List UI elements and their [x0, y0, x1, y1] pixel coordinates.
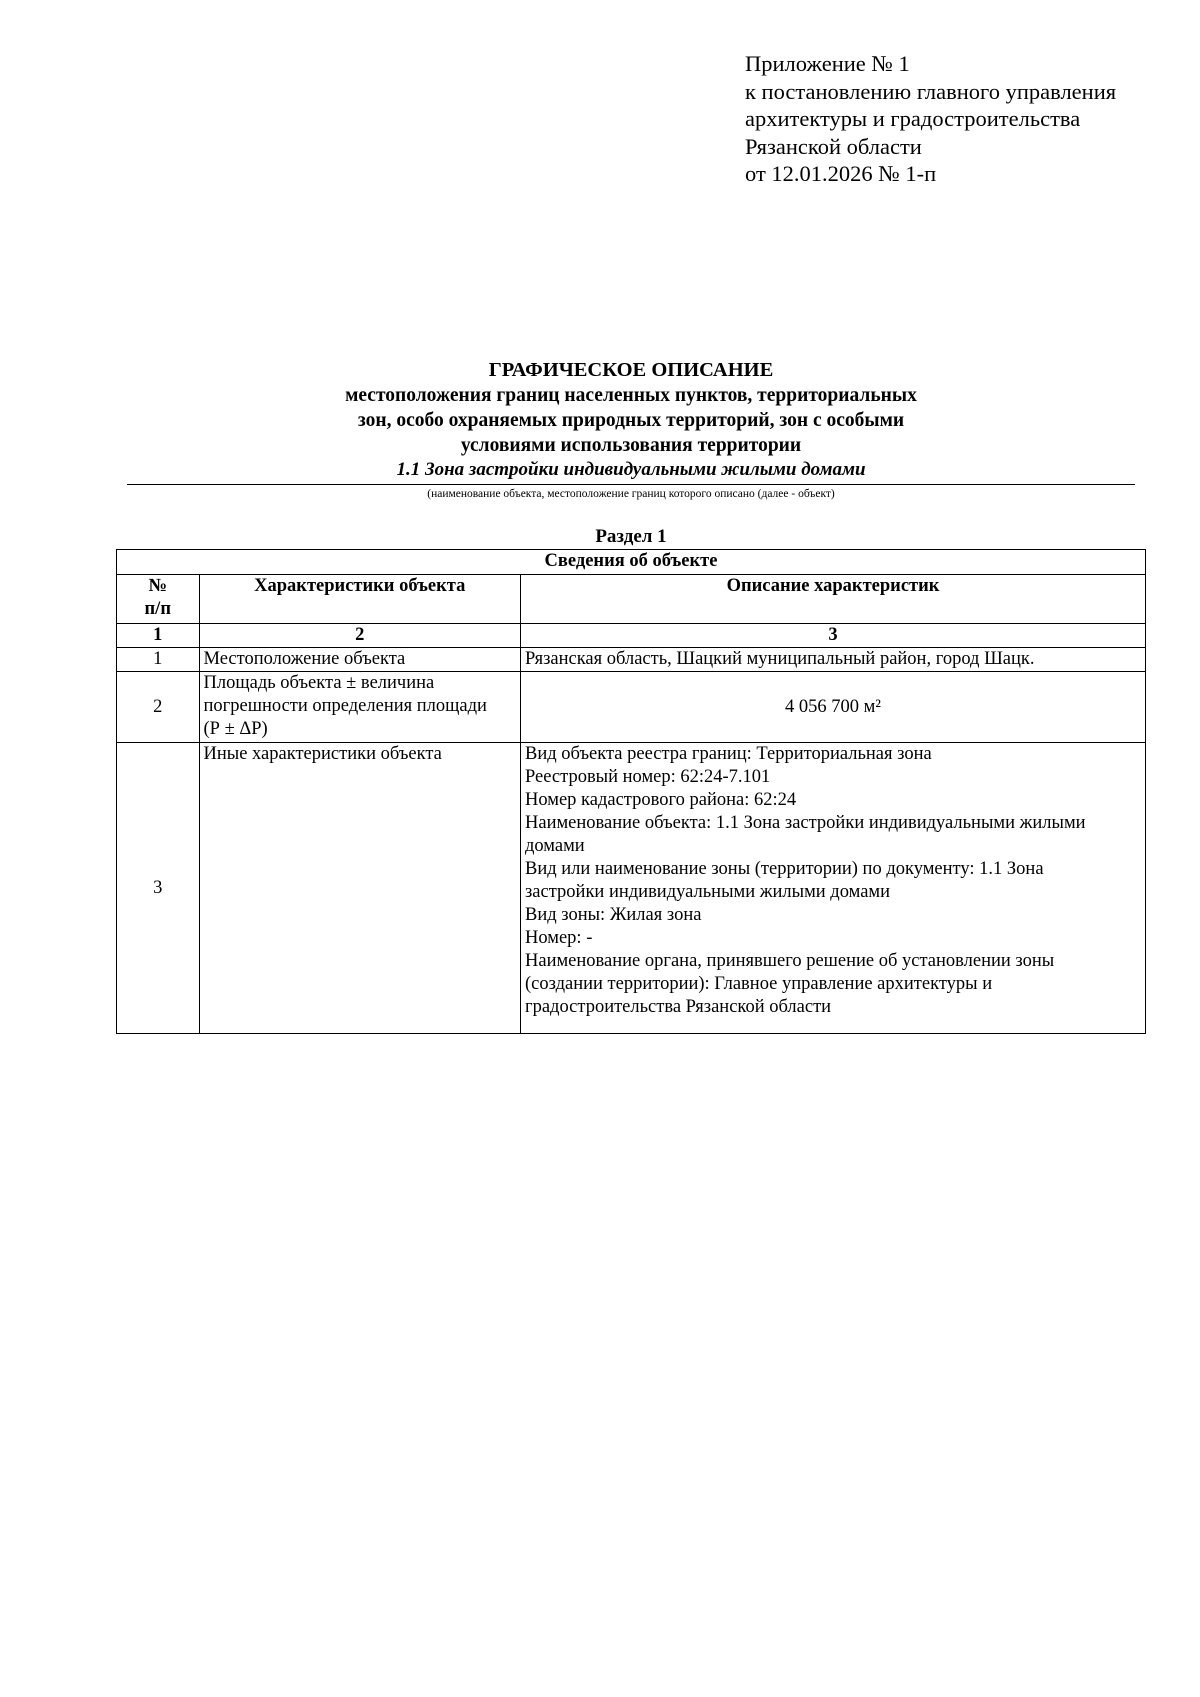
row-characteristic-line: Площадь объекта ± величина — [203, 673, 435, 693]
row-number: 1 — [117, 648, 200, 672]
appendix-line: от 12.01.2026 № 1-п — [745, 161, 937, 186]
row-description-line: застройки индивидуальными жилыми домами — [525, 882, 891, 902]
column-numbers-row — [117, 624, 1146, 648]
object-name: 1.1 Зона застройки индивидуальными жилыми домами — [396, 459, 866, 480]
row-description-line: Реестровый номер: 62:24-7.101 — [525, 767, 771, 787]
row-description-line: Вид зоны: Жилая зона — [525, 905, 702, 925]
object-name-note: (наименование объекта, местоположение границ которого описано (далее - объект) — [427, 488, 835, 500]
row-number: 3 — [117, 743, 200, 1034]
row-description-line: Номер кадастрового района: 62:24 — [525, 790, 797, 810]
row-characteristic-line: (Р ± ΔР) — [203, 719, 268, 739]
appendix-line: к постановлению главного управления — [745, 78, 1117, 104]
appendix-line: архитектуры и градостроительства — [745, 106, 1081, 131]
row-description — [521, 743, 1146, 1034]
appendix-header — [745, 50, 1175, 188]
row-description-line: Вид объекта реестра границ: Территориальная зона — [525, 744, 932, 764]
document-subtitle-line: местоположения границ населенных пунктов, территориальных — [345, 385, 917, 406]
table-header-row — [117, 575, 1146, 624]
document-subtitle-line: зон, особо охраняемых природных территорий, зон с особыми — [357, 410, 905, 431]
table-row — [117, 648, 1146, 672]
row-description-line: Наименование объекта: 1.1 Зона застройки индивидуальными жилыми — [525, 813, 1086, 833]
row-description-line: 4 056 700 м² — [785, 696, 881, 717]
row-description — [521, 648, 1146, 672]
row-characteristic-line: погрешности определения площади — [203, 696, 487, 716]
appendix-line: Приложение № 1 — [745, 51, 910, 76]
header-number-line: п/п — [144, 599, 171, 619]
section-title: Раздел 1 — [595, 526, 667, 547]
header-number-line: № — [148, 576, 168, 596]
row-characteristic — [199, 648, 520, 672]
row-characteristic — [199, 743, 520, 1034]
table-row — [117, 743, 1146, 1034]
document-title: ГРАФИЧЕСКОЕ ОПИСАНИЕ — [488, 359, 774, 381]
document-title-block — [127, 358, 1135, 502]
row-characteristic-line: Иные характеристики объекта — [203, 744, 442, 764]
object-info-table — [116, 549, 1146, 1034]
title-underline — [127, 484, 1135, 485]
row-description-line: Вид или наименование зоны (территории) по документу: 1.1 Зона — [525, 859, 1044, 879]
document-subtitle-line: условиями использования территории — [460, 435, 802, 456]
column-number: 1 — [117, 624, 200, 648]
row-description-line: Рязанская область, Шацкий муниципальный район, город Шацк. — [525, 649, 1035, 669]
appendix-line: Рязанской области — [745, 133, 922, 159]
row-description — [521, 672, 1146, 743]
table-row — [117, 672, 1146, 743]
row-description-line: домами — [525, 836, 585, 856]
row-description-line: градостроительства Рязанской области — [525, 997, 832, 1017]
row-characteristic-line: Местоположение объекта — [203, 649, 406, 669]
header-characteristics: Характеристики объекта — [199, 575, 520, 624]
column-number: 2 — [199, 624, 520, 648]
header-number — [117, 575, 200, 624]
row-characteristic — [199, 672, 520, 743]
row-description-line: Наименование органа, принявшего решение об установлении зоны — [525, 951, 1055, 971]
row-description-line: (создании территории): Главное управление архитектуры и — [525, 974, 993, 994]
row-description-line: Номер: - — [525, 928, 593, 948]
header-description: Описание характеристик — [521, 575, 1146, 624]
row-number: 2 — [117, 672, 200, 743]
table-caption: Сведения об объекте — [117, 550, 1146, 575]
column-number: 3 — [521, 624, 1146, 648]
